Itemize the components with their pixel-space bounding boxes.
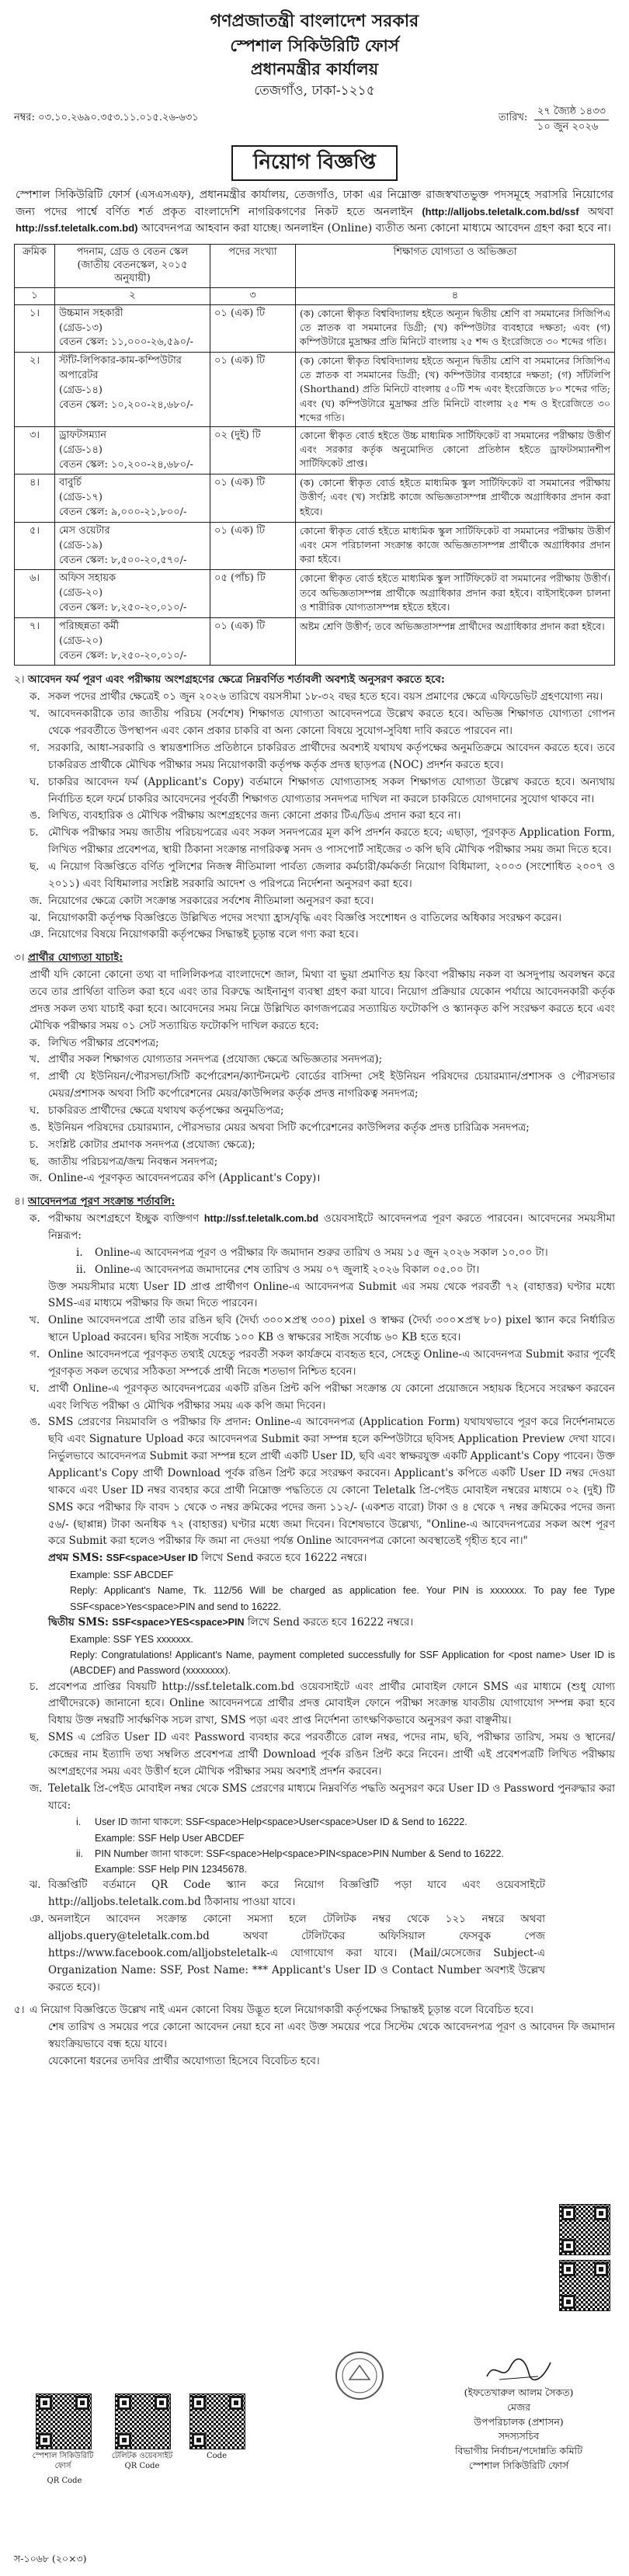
list-item: [14, 1830, 545, 1846]
item-key: ক.: [30, 1036, 40, 1049]
date-bangla: ২৭ জ্যৈষ্ঠ ১৪৩৩: [534, 105, 609, 120]
item-key: ঙ.: [30, 809, 41, 822]
list-item: [14, 1170, 615, 1187]
item-text: প্রার্থী Online-এ পূরণকৃত আবেদনপত্রের একটি রঙিন প্রিন্ট কপি পরীক্ষা সংক্রান্ত যে কোনো প্রয়োজনে সহায়ক হিসেবে সংরক্ষণ করবেন এবং লিখিত পরীক্ষা ও মৌখিক পরীক্ষার সময় এক কপি জমা দিবেন।: [48, 1382, 615, 1412]
post-name: মেস ওয়েটার: [59, 524, 110, 537]
row-serial: ৪।: [15, 475, 55, 523]
list-item: [14, 1069, 615, 1103]
end-date-text: Online-এ আবেদনপত্র জমাদানের শেষ তারিখ ও সময় ০৭ জুলাই ২০২৬ বিকাল ০৫.০০ টা।: [95, 1263, 480, 1276]
reference-row: [14, 105, 615, 142]
item-text: প্রার্থী যে ইউনিয়ন/পৌরসভা/সিটি কর্পোরেশন/ক্যান্টনমেন্ট বোর্ডের বাসিন্দা সেই ইউনিয়ন পরিষদের চেয়ারম্যান/প্রশাসক ও পৌরসভার মেয়র/প্রশাসক অথবা সিটি কর্পোরেশনের মেয়র/কাউন্সিলর কর্তৃক প্রদত্ত নাগরিকত্ব সনদপত্র;: [48, 1070, 615, 1100]
list-item: [14, 706, 615, 740]
deadline-note: উক্ত সময়সীমার মধ্যে User ID প্রাপ্ত প্রার্থীগণ Online-এ আবেদনপত্র Submit এর সময় থেকে পরবর্তী ৭২ (বাহাত্তর) ঘণ্টার মধ্যে SMS-এর মাধ্যমে পরীক্ষার ফি জমা দিতে পারবেন।: [48, 1280, 615, 1310]
item-text: সরকারি, আধা-সরকারি ও স্বায়ত্তশাসিত প্রতিষ্ঠানে চাকরিরত প্রার্থীদের অবশ্যই যথাযথ কর্তৃপক্ষের অনুমতিক্রমে আবেদন করতে হবে। তবে চাকরিরত প্রার্থীকে মৌখিক পরীক্ষার সময় নিয়োগকারী কর্তৃপক্ষ কর্তৃক প্রদত্ত ছাড়পত্র (NOC) প্রদর্শন করতে হবে।: [48, 741, 615, 771]
item-text: সংশ্লিষ্ট কোটার প্রমাণক সনদপত্র (প্রযোজ্য ক্ষেত্রে);: [48, 1138, 255, 1151]
item-text: লিখিত পরীক্ষার প্রবেশপত্র;: [48, 1036, 159, 1049]
item-key: ছ.: [30, 1731, 40, 1744]
closing-2: যেকোনো ধরনের তদবির প্রার্থীর অযোগ্যতা হিসেবে বিবেচিত হবে।: [48, 2055, 320, 2067]
qr-label-website: টেলিটক ওয়েবসাইট QR Code: [111, 2452, 173, 2470]
item-text: অনলাইনে আবেদন সংক্রান্ত কোনো সমস্যা হলে টেলিটক নম্বর থেকে ১২১ নম্বরে অথবা alljobs.query@teletalk.com.bd অথবা টেলিটকের অফিসিয়াল ফেসবুক পেজ https://www.facebook.com/alljobsteletalk-এ যোগাযোগ করা যাবে। (Mail/মেসেজের Subject-এ Organization Name: SSF, Post Name: *** Applicant's User ID ও Contact Number অবশ্যই উল্লেখ করতে হবে)।: [48, 1913, 545, 1994]
item-text: প্রার্থীর সকল শিক্ষাগত যোগ্যতার সনদপত্র (প্রযোজ্য ক্ষেত্রে অভিজ্ঞতার সনদপত্র);: [48, 1053, 383, 1066]
pay-scale: বেতন স্কেল: ৮,২৫০-২০,০১০/-: [59, 649, 187, 662]
col-number: ১: [15, 287, 55, 304]
pay-scale: বেতন স্কেল: ১০,২০০-২৪,৬৮০/-: [59, 398, 193, 411]
section-4: [14, 1194, 615, 1996]
post-grade: (গ্রেড-১৯): [59, 539, 103, 551]
row-post: [55, 522, 210, 570]
qr-label-apply: Code: [207, 2452, 227, 2460]
alljobs-link[interactable]: (http://alljobs.teletalk.com.bd/ssf: [422, 205, 579, 217]
list-item: [14, 1103, 615, 1120]
list-item: [14, 740, 615, 774]
form-number: স-১০৬৮ (২০×৩): [14, 2552, 87, 2564]
row-serial: ২।: [15, 353, 55, 427]
row-post-count: ০১ (এক) টি: [210, 522, 296, 570]
post-grade: (গ্রেড-১৪): [59, 443, 103, 456]
item-key: খ.: [30, 1053, 40, 1066]
post-name: পরিচ্ছন্নতা কর্মী: [59, 620, 120, 632]
item-text: SMS প্রেরণের নিয়মাবলি ও পরীক্ষার ফি প্রদান: Online-এ আবেদনপত্র (Application Form) যথাযথভাবে পূরণ করে নির্দেশনামতে ছবি এবং Signature Upload করে আবেদনপত্র Submit করা সম্পন্ন হলে কম্পিউটারে ছবিসহ Application Preview দেখা যাবে। নির্ভুলভাবে আবেদনপত্র Submit করা সম্পন্ন হলে প্রার্থী একটি User ID, ছবি এবং স্বাক্ষরযুক্ত একটি Applicant's Copy পাবেন। উক্ত Applicant's Copy প্রার্থী Download পূর্বক রঙিন প্রিন্ট করে সংরক্ষণ করবেন। Applicant's কপিতে একটি User ID নম্বর দেওয়া থাকবে এবং User ID নম্বর ব্যবহার করে প্রার্থী নিম্নোক্ত পদ্ধতিতে যে কোনো Teletalk প্রি-পেইড মোবাইল নম্বরের মাধ্যমে ০২ (দুই) টি SMS করে পরীক্ষার ফি বাবদ ১ থেকে ৩ নম্বর ক্রমিকের পদের জন্য ১১২/- (একশত বারো) টাকা ও ৪ থেকে ৭ নম্বর ক্রমিকের পদের জন্য ৫৬/- (ছাপ্পান্ন) টাকা অনধিক ৭২ (বাহাত্তর) ঘণ্টার মধ্যে জমা দিবেন। বিশেষভাবে উল্লেখ্য, "Online-এ আবেদনপত্রের সকল অংশ পূরণ করে Submit করা হলেও পরীক্ষার ফি জমা না দেওয়া পর্যন্ত Online আবেদনপত্র কোনো অবস্থাতেই গৃহীত হবে না।": [48, 1416, 615, 1548]
row-qualification: (ক) কোনো স্বীকৃত বিশ্ববিদ্যালয় হইতে অন্যূন দ্বিতীয় শ্রেণি বা সমমানের সিজিপিএ তে স্নাতক বা সমমানের ডিগ্রী; (খ) কম্পিউটার ব্যবহারে দক্ষতা; এবং (গ) কম্পিউটারে মুদ্রাক্ষর প্রতি মিনিটে বাংলায় ২৫ শব্দ ও ইংরেজিতে ৩০ শব্দের গতি।: [296, 304, 615, 353]
item-text: চাকরির আবেদন ফর্ম (Applicant's Copy) বর্তমানে শিক্ষাগত যোগ্যতাসহ সকল শিক্ষাগত যোগ্যতা উল্লেখ করতে হবে। অন্যথায় নির্বাচিত হলে ফর্মে চাকরির আবেদনের পূর্ববর্তী শিক্ষাগত যোগ্যতার সনদপত্র দাখিল না করলে চাকরিতে যোগদানের সুযোগ থাকবে না।: [48, 775, 615, 805]
intro-text-1: স্পেশাল সিকিউরিটি ফোর্স (এসএসএফ), প্রধানমন্ত্রীর কার্যালয়, তেজগাঁও, ঢাকা এর নিম্নোক্ত রাজস্বখাতভুক্ত পদসমূহে সরাসরি নিয়োগের জন্য পদের পার্শ্বে বর্ণিত শর্ত প্রকৃত বাংলাদেশি নাগরিকগণের নিকট হতে অনলাইন: [16, 189, 613, 218]
office-name: প্রধানমন্ত্রীর কার্যালয়: [250, 59, 379, 79]
item-text: PIN Number জানা থাকলে: SSF<space>Help<space>PIN<space>PIN Number & Send to 16222.: [95, 1848, 504, 1859]
qr-code-apply[interactable]: [189, 2393, 245, 2449]
item-key: গ.: [30, 1348, 40, 1361]
item-key: ঙ.: [30, 1121, 41, 1134]
closing-1: শেষ তারিখ ও সময়ের পরে কোনো আবেদন নেয়া হবে না এবং উক্ত সময়ের পরে সিস্টেম থেকে আবেদনপত্র পূরণ ও আবেদন ফি জমাদান স্বয়ংক্রিয়ভাবে বন্ধ হয়ে যাবে।: [48, 2021, 615, 2051]
section-4-end: [14, 1877, 615, 1996]
footer: [14, 2338, 615, 2571]
org-name: স্পেশাল সিকিউরিটি ফোর্স: [230, 35, 399, 55]
post-grade: (গ্রেড-২০): [59, 587, 103, 600]
list-item: [14, 1911, 545, 1996]
item-key: খ.: [30, 707, 40, 721]
list-item: [14, 1154, 615, 1171]
sms-instructions: [14, 1550, 615, 1678]
item-key: ঘ.: [30, 1104, 40, 1117]
item-text: চাকরিরত প্রার্থীদের ক্ষেত্রে যথাযথ কর্তৃপক্ষের অনুমতিপত্র;: [48, 1104, 284, 1117]
qr-code-ssf[interactable]: [36, 2393, 92, 2449]
item-key: চ.: [30, 1138, 39, 1151]
col-header-qualification: শিক্ষাগত যোগ্যতা ও অভিজ্ঞতা: [296, 245, 615, 288]
row-post: [55, 475, 210, 523]
list-item: [14, 1312, 615, 1347]
col-number: ৩: [210, 287, 296, 304]
item-key: চ.: [30, 826, 39, 840]
item-key: জ.: [30, 894, 43, 907]
item-text: বিজ্ঞপ্তিটি বর্তমানে QR Code স্ক্যান করে নিয়োগ বিজ্ঞপ্তিটি পড়া যাবে এবং ওয়েবসাইটে http://alljobs.teletalk.com.bd ঠিকানায় পাওয়া যাবে।: [48, 1879, 545, 1909]
sms-first-command: SSF<space>User ID: [106, 1552, 198, 1564]
item-key: ছ.: [30, 860, 40, 873]
sms-example-2: Example: SSF YES xxxxxxx.: [70, 1633, 193, 1645]
col-number: ২: [55, 287, 210, 304]
row-post-count: ০১ (এক) টি: [210, 475, 296, 523]
section-2-items: [14, 689, 615, 944]
item-key: জ.: [30, 1172, 43, 1185]
vacancy-table: [14, 244, 615, 666]
item-key: ঞ.: [30, 928, 44, 941]
table-row: [15, 475, 615, 523]
list-item: i. Online-এ আবেদনপত্র পূরণ ও পরীক্ষার ফি জমাদান শুরুর তারিখ ও সময় ১৫ জুন ২০২৬ সকাল ১০.০০ টা।: [76, 1246, 548, 1259]
post-grade: (গ্রেড-১৭): [59, 492, 103, 504]
item-key: জ.: [30, 1782, 43, 1795]
date-english: ১০ জুন ২০২৬: [537, 121, 599, 134]
row-post-count: ০১ (এক) টি: [210, 353, 296, 427]
item-text: জাতীয় পরিচয়পত্র/জন্ম নিবন্ধন সনদপত্র;: [48, 1155, 218, 1168]
list-item: [14, 1862, 545, 1877]
sms-second-tail: লিখে Send করতে হবে 16222 নম্বরে।: [247, 1615, 414, 1629]
col-header-count: পদের সংখ্যা: [210, 245, 296, 288]
col-header-serial: ক্রমিক: [15, 245, 55, 288]
qr-label-ssf: স্পেশাল সিকিউরিটি ফোর্স: [32, 2452, 94, 2470]
item-text: নিয়োগকারী কর্তৃপক্ষ বিজ্ঞপ্তিতে উল্লিখিত পদের সংখ্যা হ্রাস/বৃদ্ধি এবং বিজ্ঞপ্তি সংশোধন ও বাতিলের অধিকার সংরক্ষণ করেন।: [48, 911, 562, 924]
item-key: ঝ.: [30, 911, 41, 924]
list-item: [14, 1414, 615, 1550]
item-text: SMS এ প্রেরিত User ID এবং Password ব্যবহার করে পরবর্তীতে রোল নম্বর, পদের নাম, ছবি, পরীক্ষার তারিখ, সময় ও স্থানের/কেন্দ্রের নাম ইত্যাদি তথ্য সম্বলিত প্রবেশপত্র প্রার্থী Download পূর্বক রঙিন প্রিন্ট করে নিবেন। প্রার্থী এই প্রবেশপত্রটি লিখিত পরীক্ষায় অংশগ্রহণের সময় এবং উত্তীর্ণ হলে মৌখিক পরীক্ষার সময় অবশ্যই প্রদর্শন করবেন।: [48, 1731, 615, 1778]
section-number: ৪।: [14, 1195, 25, 1208]
list-item: [14, 1679, 615, 1730]
row-post: [55, 426, 210, 475]
item-text: ওয়েবসাইটে আবেদনপত্র পূরণ করতে পারবেন। আবেদনের সময়সীমা নিম্নরূপ:: [48, 1212, 616, 1242]
post-name: স্টাঁট-লিপিকার-কাম-কম্পিউটার অপারেটর: [59, 355, 182, 382]
list-item: [14, 1137, 615, 1154]
list-item: [14, 1120, 615, 1137]
list-item: [14, 1035, 615, 1052]
section-4-rest: [14, 1679, 615, 1815]
list-item: [14, 926, 615, 944]
signature-block: [433, 2356, 604, 2473]
section-number: ৫।: [14, 2004, 25, 2017]
section-heading: আবেদন ফর্ম পূরণ এবং পরীক্ষায় অংশগ্রহণের ক্ষেত্রে নিম্নবর্ণিত শর্তাবলী অবশ্যই অনুসরণ করতে হবে:: [27, 673, 445, 687]
list-item: [14, 1730, 615, 1781]
item-text: প্রবেশপত্র প্রাপ্তির বিষয়টি http://ssf.teletalk.com.bd ওয়েবসাইটে এবং প্রার্থীর মোবাইল ফোনে SMS এর মাধ্যমে (শুধু যোগ্য প্রার্থীদেরকে) জানানো হবে। Online আবেদনপত্রে প্রার্থীর প্রদত্ত মোবাইল ফোনে পরীক্ষা সংক্রান্ত যাবতীয় যোগাযোগ সম্পন্ন করা হবে বিধায় উক্ত নম্বরটি সার্বক্ষণিক সচল রাখা, SMS পড়া এবং প্রাপ্ত নির্দেশনা তাৎক্ষণিকভাবে অনুসরণ করা বাঞ্ছনীয়।: [48, 1680, 615, 1727]
post-name: অফিস সহায়ক: [59, 572, 116, 585]
row-qualification: অষ্টম শ্রেণি উত্তীর্ণ; তবে অভিজ্ঞতাসম্পন্ন প্রার্থীদের অগ্রাধিকার প্রদান করা হইবে।: [296, 617, 615, 666]
sms-second-label: দ্বিতীয় SMS:: [48, 1615, 109, 1629]
item-text: ইউনিয়ন পরিষদের চেয়ারম্যান, পৌরসভার মেয়র অথবা সিটি কর্পোরেশনের কাউন্সিলর কর্তৃক প্রদত্ত চারিত্রিক সনদপত্র;: [48, 1121, 530, 1134]
ssf-link[interactable]: http://ssf.teletalk.com.bd): [16, 222, 138, 235]
list-item: [14, 1877, 545, 1911]
item-key: ঘ.: [30, 775, 40, 788]
row-qualification: কোনো স্বীকৃত বোর্ড হইতে মাধ্যমিক স্কুল সার্টিফিকেট বা সমমানের পরীক্ষায় উত্তীর্ণ এবং মেস পরিচালনা সংক্রান্ত কাজে অভিজ্ঞতাসম্পন্ন প্রার্থীকে অগ্রাধিকার প্রদান করা হইবে।: [296, 522, 615, 570]
item-key: খ.: [30, 1314, 40, 1327]
item-text: মৌখিক পরীক্ষার সময় জাতীয় পরিচয়পত্রের এবং সকল সনদপত্রের মূল কপি প্রদর্শন করতে হবে; এছাড়া, পূরণকৃত Application Form, লিখিত পরীক্ষার প্রবেশপত্র, স্থায়ী ঠিকানা সংক্রান্ত নাগরিকত্ব সনদ ও পাসপোর্ট সাইজের ৩ কপি ছবি মৌখিক পরীক্ষার সময় জমা দিতে হবে।: [48, 826, 615, 857]
post-name: ড্রাফটসম্যান: [59, 429, 106, 441]
signatory-name: (ইফতেখারুল আলম সৈকত): [464, 2387, 574, 2398]
list-item: [14, 1814, 545, 1830]
post-name: উচ্চমান সহকারী: [59, 307, 123, 319]
post-name: বাবুর্চি: [59, 477, 82, 489]
item-key: গ.: [30, 1070, 40, 1083]
item-text: নিয়োগের বিষয়ে নিয়োগকারী কর্তৃপক্ষের সিদ্ধান্তই চূড়ান্ত বলে গণ্য করা হবে।: [48, 928, 359, 941]
list-item: [14, 689, 615, 706]
item-key: ক.: [30, 690, 40, 704]
item-text: লিখিত, ব্যবহারিক ও মৌখিক পরীক্ষায় অংশগ্রহণের জন্য কোনো প্রকার টিএ/ডিএ প্রদান করা হবে না।: [48, 809, 461, 822]
table-row: [15, 426, 615, 475]
item-text: Example: SSF Help PIN 12345678.: [95, 1864, 247, 1876]
sms-reply-2: Reply: Congratulations! Applicant's Name, payment completed successfully for SSF Application for <post name> User ID is (ABCDEF) and Password (xxxxxxxx).: [70, 1650, 615, 1677]
pay-scale: বেতন স্কেল: ৯,০০০-২১,৮০০/-: [59, 506, 187, 519]
item-key: ঙ.: [30, 1416, 41, 1429]
section-3-items: [14, 1035, 615, 1188]
date-label: তারিখ:: [498, 112, 528, 124]
item-text: পরীক্ষায় অংশগ্রহণে ইচ্ছুক ব্যক্তিগণ: [48, 1212, 200, 1225]
row-post-count: ০১ (এক) টি: [210, 617, 296, 666]
col-header-post: পদনাম, গ্রেড ও বেতন স্কেল (জাতীয় বেতনস্কেল, ২০১৫ অনুযায়ী): [55, 245, 210, 288]
section-3: [14, 950, 615, 1187]
item-text: Online আবেদনপত্রে প্রার্থী তার রঙিন ছবি (দৈর্ঘ্য ৩০০×প্রস্থ ৩০০) pixel ও স্বাক্ষর (দৈর্ঘ্য ৩০০×প্রস্থ ৮০) pixel স্ক্যান করে নির্ধারিত স্থানে Upload করবেন। ছবির সাইজ সর্বোচ্চ ১০০ KB ও স্বাক্ষরের সাইজ সর্বোচ্চ ৬০ KB হতে হবে।: [48, 1314, 615, 1344]
row-post: [55, 570, 210, 618]
pay-scale: বেতন স্কেল: ১১,০০০-২৬,৫৯০/-: [59, 336, 193, 349]
sms-example-1: Example: SSF ABCDEF: [70, 1570, 174, 1581]
table-row: [15, 617, 615, 666]
list-item: [14, 2002, 615, 2019]
office-seal-icon: [332, 2348, 387, 2403]
row-serial: ১।: [15, 304, 55, 353]
qr-code-teletalk[interactable]: [559, 2260, 610, 2311]
list-item: [14, 1846, 545, 1862]
row-post-count: ০১ (এক) টি: [210, 304, 296, 353]
section-3-intro: প্রার্থী যদি কোনো কোনো তথ্য বা দালিলিকপত্র বাংলাদেশে জাল, মিথ্যা বা ভুয়া প্রমাণিত হয় কিংবা পরীক্ষায় নকল বা অসদুপায় অবলম্বন করে তবে তার প্রার্থিতা বাতিল করা হবে এবং তার বিরুদ্ধে আইনানুগ ব্যবস্থা গ্রহণ করা যাবে। নিয়োগ প্রক্রিয়ার যেকোন পর্যায়ে আবেদনকারী কর্তৃক প্রদত্ত সকল তথ্য যাচাই করা হবে। আবেদনের সময় নিম্নে উল্লিখিত কাগজপত্রের সত্যায়িত ফটোকপি ও স্ক্যানকৃত কপি সংরক্ষণ করতে হবে এবং মৌখিক পরীক্ষার সময় ০১ সেট সত্যায়িত ফটোকপি দাখিল করতে হবে:: [30, 968, 615, 1032]
issue-date: [498, 105, 609, 135]
list-item: [14, 1347, 615, 1381]
list-item: [14, 774, 615, 808]
item-key: i.: [76, 1816, 82, 1828]
item-text: এ নিয়োগ বিজ্ঞপ্তিতে বর্ণিত পুলিশের নিজস্ব নীতিমালা পার্বত্য জেলার কর্মচারী/কর্মকর্তা নিয়োগ বিধিমালা, ২০০৩ (সংশোধিত ২০০৭ ও ২০১১) এবং বিধিমালার সংশ্লিষ্ট সরকারি আদেশ ও পরিপত্রে নির্দেশনা অনুসরণ করা হবে।: [48, 860, 615, 890]
govt-name: গণপ্রজাতন্ত্রী বাংলাদেশ সরকার: [210, 11, 419, 31]
section-5-text: এ নিয়োগ বিজ্ঞপ্তিতে উল্লেখ নাই এমন কোনো বিষয় উদ্ভূত হলে নিয়োগকারী কর্তৃপক্ষের সিদ্ধান্তই চূড়ান্ত বলে বিবেচিত হবে।: [30, 2004, 533, 2017]
table-row: [15, 522, 615, 570]
start-date-text: Online-এ আবেদনপত্র পূরণ ও পরীক্ষার ফি জমাদান শুরুর তারিখ ও সময় ১৫ জুন ২০২৬ সকাল ১০.০০ টা।: [95, 1246, 548, 1259]
pay-scale: বেতন স্কেল: ৮,২৫০-২০,০১০/-: [59, 602, 187, 614]
office-address: তেজগাঁও, ঢাকা-১২১৫: [254, 82, 375, 99]
row-qualification: (ক) কোনো স্বীকৃত বিশ্ববিদ্যালয় হইতে অন্যূন দ্বিতীয় শ্রেণি বা সমমানের সিজিপিএ তে স্নাতক বা সমমানের ডিগ্রী; (খ) কম্পিউটার ব্যবহারে দক্ষতা; (গ) সাঁটলিপি (Shorthand) প্রতি মিনিটে বাংলায় ৫০টি শব্দ এবং ইংরেজিতে ৮০ শব্দের গতি; এবং (ঘ) কম্পিউটারে মুদ্রাক্ষর প্রতি মিনিটে বাংলায় ২৫ শব্দ ও ইংরেজিতে ৩০ শব্দের গতি।: [296, 353, 615, 427]
item-text: Example: SSF Help User ABCDEF: [95, 1832, 245, 1844]
list-item: [14, 808, 615, 825]
list-item: [14, 1381, 615, 1415]
item-key: গ.: [30, 741, 40, 754]
table-header-row: [15, 245, 615, 288]
table-row: [15, 304, 615, 353]
signatory-rank: মেজর: [506, 2400, 531, 2413]
memo-number: নম্বর: ০৩.১০.২৬৯০.৩৫৩.১১.০১৫.২৬-৬৩১: [14, 112, 199, 124]
section-heading: প্রার্থীর যোগ্যতা যাচাই:: [27, 951, 123, 965]
pay-scale: বেতন স্কেল: ১০,২০০-২৪,৬৮০/-: [59, 458, 193, 471]
qr-code-website[interactable]: [115, 2393, 171, 2449]
table-row: [15, 353, 615, 427]
table-row: [15, 570, 615, 618]
committee-org: স্পেশাল সিকিউরিটি ফোর্স: [468, 2459, 569, 2471]
pay-scale: বেতন স্কেল: ৮,৫০০-২০,৫৭০/-: [59, 554, 187, 566]
signatory-role: সদস্যসচিব: [498, 2430, 540, 2442]
item-key: ক.: [30, 1212, 40, 1225]
list-item: [14, 1211, 615, 1245]
post-grade: (গ্রেড-২০): [59, 634, 103, 647]
column-number-row: [15, 287, 615, 304]
item-text: সকল পদের প্রার্থীর ক্ষেত্রেই ০১ জুন ২০২৬ তারিখে বয়সসীমা ১৮-৩২ বছর হতে হবে। বয়স প্রমাণের ক্ষেত্রে এফিডেভিট গ্রহণযোগ্য নয়।: [48, 690, 603, 704]
row-serial: ৫।: [15, 522, 55, 570]
item-key: ঞ.: [30, 1913, 44, 1926]
title-wrap: [14, 145, 615, 181]
item-key: ii.: [76, 1848, 84, 1859]
section-number: ২।: [14, 673, 25, 687]
sms-first-label: প্রথম SMS:: [48, 1552, 103, 1565]
signature-icon: [484, 2356, 554, 2384]
notice-title: নিয়োগ বিজ্ঞপ্তি: [231, 145, 398, 181]
row-post-count: ০৫ (পাঁচ) টি: [210, 570, 296, 618]
row-post: [55, 304, 210, 353]
password-recovery: [14, 1814, 615, 1877]
committee-name: বিভাগীয় নির্বাচন/পদোন্নতি কমিটি: [454, 2445, 583, 2456]
row-qualification: কোনো স্বীকৃত বোর্ড হইতে উচ্চ মাধ্যমিক সার্টিফিকেট বা সমমানের পরীক্ষায় উত্তীর্ণ এবং সরকার কর্তৃক অনুমোদিত কোনো প্রতিষ্ঠান হইতে ড্রাফটসম্যানশীপ সার্টিফিকেট প্রাপ্ত।: [296, 426, 615, 475]
vacancy-rows: [15, 304, 615, 666]
sms-second-command: SSF<space>YES<space>PIN: [112, 1616, 245, 1628]
item-text: Teletalk প্রি-পেইড মোবাইল নম্বর থেকে SMS প্রেরণের মাধ্যমে নিম্নবর্ণিত পদ্ধতি অনুসরণ করে User ID ও Password পুনরুদ্ধার করা যাবে:: [48, 1782, 615, 1812]
qr-label-code: QR Code: [47, 2477, 82, 2485]
list-item: [14, 893, 615, 910]
list-item: ii. Online-এ আবেদনপত্র জমাদানের শেষ তারিখ ও সময় ০৭ জুলাই ২০২৬ বিকাল ০৫.০০ টা।: [76, 1263, 480, 1276]
item-key: ঝ.: [30, 1879, 41, 1892]
ssf-apply-link[interactable]: http://ssf.teletalk.com.bd: [203, 1213, 319, 1225]
intro-or: অথবা: [587, 205, 613, 218]
row-post: [55, 353, 210, 427]
signatory-designation: উপপরিচালক (প্রশাসন): [474, 2415, 564, 2428]
list-item: [14, 859, 615, 893]
item-text: নিয়োগের ক্ষেত্রে কোটা সংক্রান্ত সরকারের সর্বশেষ নীতিমালা অনুসরণ করা হবে।: [48, 894, 374, 907]
row-serial: ৭।: [15, 617, 55, 666]
row-qualification: কোনো স্বীকৃত বোর্ড হইতে মাধ্যমিক স্কুল সার্টিফিকেট বা সমমানের পরীক্ষায় উত্তীর্ণ। তবে অভিজ্ঞতাসম্পন্ন প্রার্থীকে অগ্রাধিকার প্রদান করা হইবে। বাইসাইকেল চালনা ও শারীরিক যোগ্যতাসম্পন্ন হইতে হইবে।: [296, 570, 615, 618]
item-text: আবেদনকারীকে তার জাতীয় পরিচয় (সর্বশেষ) শিক্ষাগত যোগ্যতা আবেদনপত্রে উল্লেখ করতে হবে। অভিজ্ঞ শিক্ষাগত যোগ্যতা গোপন থেকে পরবর্তীতে উপস্থাপন এবং কোন প্রকার চাকরি বা অন্য কোনো বিষয়ে সুযোগ-সুবিধা দাবি করতে পারবেন না।: [48, 707, 615, 738]
section-heading: আবেদনপত্র পূরণ সংক্রান্ত শর্তাবলি:: [27, 1195, 175, 1208]
sms-first-tail: লিখে Send করতে হবে 16222 নম্বরে।: [201, 1552, 367, 1565]
intro-text-2: আবেদনপত্র আহবান করা যাচ্ছে। অনলাইন (Online) ব্যতীত অন্য কোনো মাধ্যমে আবেদন গ্রহণ করা হবে না।: [141, 222, 611, 235]
list-item: [14, 910, 615, 927]
list-item: [14, 825, 615, 859]
section-5: [14, 2002, 615, 2070]
item-text: Online আবেদনপত্রে পূরণকৃত তথ্যই যেহেতু পরবর্তী সকল কার্যক্রমে ব্যবহৃত হবে, সেহেতু Online-এ আবেদনপত্র Submit করার পূর্বেই পূরণকৃত সকল তথ্যের সঠিকতা সম্পর্কে প্রার্থী নিজে শতভাগ নিশ্চিত হবেন।: [48, 1348, 615, 1378]
row-serial: ৩।: [15, 426, 55, 475]
item-key: ছ.: [30, 1155, 40, 1168]
post-grade: (গ্রেড-১৪): [59, 384, 103, 396]
row-serial: ৬।: [15, 570, 55, 618]
row-qualification: (ক) কোনো স্বীকৃত বোর্ড হইতে মাধ্যমিক স্কুল সার্টিফিকেট বা সমমানের পরীক্ষায় উত্তীর্ণ; এবং (খ) সংশ্লিষ্ট কাজে অভিজ্ঞতাসম্পন্ন প্রার্থীকে অগ্রাধিকার প্রদান করা হইবে।: [296, 475, 615, 523]
item-text: User ID জানা থাকলে: SSF<space>Help<space>User<space>User ID & Send to 16222.: [95, 1816, 467, 1828]
qr-code-notice[interactable]: [559, 2204, 610, 2255]
intro-paragraph: [16, 187, 613, 238]
col-number: ৪: [296, 287, 615, 304]
item-key: ঘ.: [30, 1382, 40, 1395]
section-number: ৩।: [14, 951, 25, 965]
letterhead: [14, 9, 615, 100]
post-grade: (গ্রেড-১৩): [59, 322, 103, 334]
sms-reply-1: Reply: Applicant's Name, Tk. 112/56 Will be charged as application fee. Your PIN is xxxxxxx. To pay fee Type SSF<space>Yes<space>PIN and send to 16222.: [70, 1585, 615, 1612]
list-item: [14, 1052, 615, 1069]
item-key: চ.: [30, 1680, 39, 1693]
list-item: [14, 1781, 615, 1815]
row-post: [55, 617, 210, 666]
row-post-count: ০২ (দুই) টি: [210, 426, 296, 475]
item-text: Online-এ পূরণকৃত আবেদনপত্রের কপি (Applicant's Copy)।: [48, 1172, 321, 1185]
section-2: [14, 672, 615, 944]
